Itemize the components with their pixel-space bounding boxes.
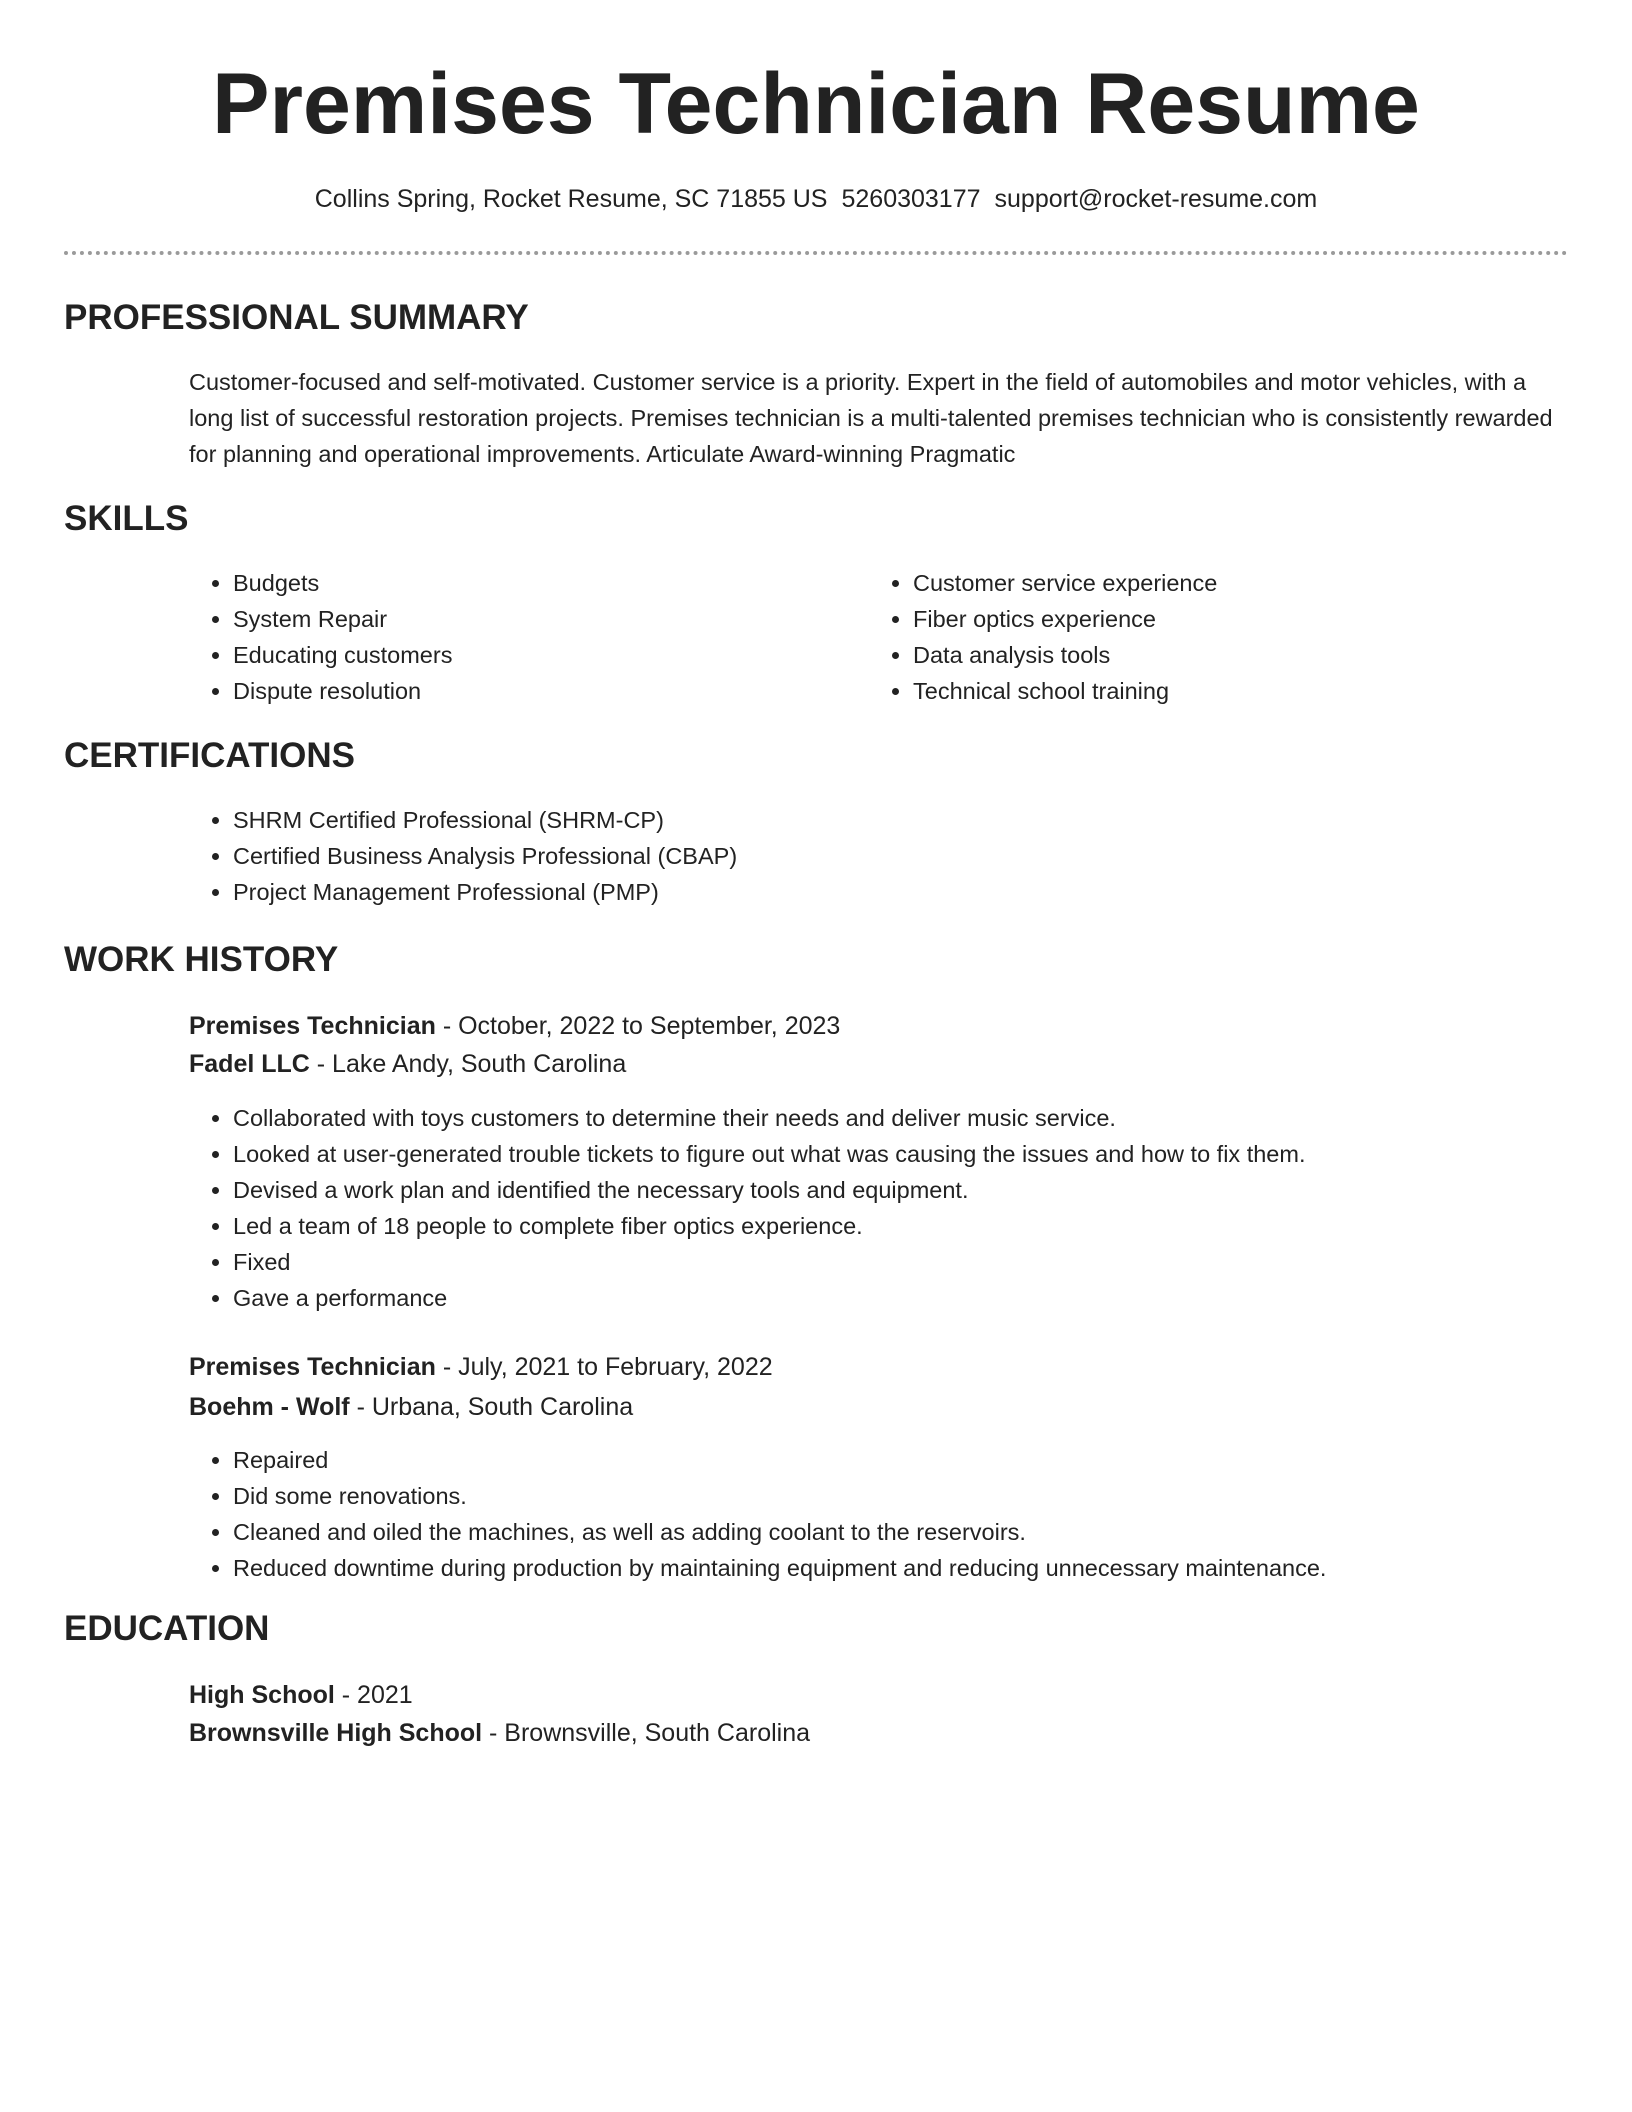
contact-email: support@rocket-resume.com [994, 185, 1318, 213]
skill-item: • Technical school training [913, 673, 1217, 709]
job-bullet: • Did some renovations. [233, 1478, 1326, 1514]
summary-heading: PROFESSIONAL SUMMARY [64, 298, 529, 337]
job-2-location: - Urbana, South Carolina [349, 1393, 634, 1421]
summary-text: Customer-focused and self-motivated. Customer service is a priority. Expert in the field of automobiles and motor vehicles, with a long list of successful restoration projects. Premises technician is a multi-talented premises technician who is consistently rewarded for planning and operational improvements. Articulate Award-winning Pragmatic [189, 369, 1553, 467]
education-degree: High School [189, 1681, 335, 1709]
job-1-company: Fadel LLC [189, 1050, 310, 1078]
certification-item: • Certified Business Analysis Professional (CBAP) [233, 838, 737, 874]
skill-item: • Dispute resolution [233, 673, 452, 709]
skills-list-left [189, 565, 452, 709]
job-bullet: • Gave a performance [233, 1280, 1305, 1316]
job-1-company-line [189, 1045, 626, 1083]
job-2-company-line [189, 1388, 633, 1426]
certifications-heading: CERTIFICATIONS [64, 736, 356, 775]
job-bullet: • Devised a work plan and identified the necessary tools and equipment. [233, 1172, 1305, 1208]
job-1-title-line [189, 1007, 840, 1045]
contact-address: Collins Spring, Rocket Resume, SC 71855 US [314, 185, 828, 213]
skill-item: • Fiber optics experience [913, 601, 1217, 637]
skill-item: • Customer service experience [913, 565, 1217, 601]
job-bullet: • Cleaned and oiled the machines, as well as adding coolant to the reservoirs. [233, 1514, 1326, 1550]
certification-item: • Project Management Professional (PMP) [233, 874, 737, 910]
job-1-title: Premises Technician [189, 1012, 436, 1040]
skills-heading: SKILLS [64, 499, 189, 538]
job-bullet: • Reduced downtime during production by maintaining equipment and reducing unnecessary maintenance. [233, 1550, 1326, 1586]
education-year: - 2021 [334, 1681, 413, 1709]
skill-item: • Budgets [233, 565, 452, 601]
job-1-dates: - October, 2022 to September, 2023 [435, 1012, 841, 1040]
header-divider [64, 251, 1568, 255]
education-degree-line [189, 1676, 413, 1714]
contact-phone: 5260303177 [841, 185, 981, 213]
job-1-bullets [189, 1100, 1305, 1316]
job-bullet: • Led a team of 18 people to complete fiber optics experience. [233, 1208, 1305, 1244]
job-2-bullets [189, 1442, 1326, 1586]
education-location: - Brownsville, South Carolina [482, 1719, 811, 1747]
education-heading: EDUCATION [64, 1609, 270, 1648]
job-2-title-line [189, 1348, 773, 1386]
education-school-line [189, 1714, 810, 1752]
job-bullet: • Fixed [233, 1244, 1305, 1280]
job-bullet: • Looked at user-generated trouble tickets to figure out what was causing the issues and how to fix them. [233, 1136, 1305, 1172]
certifications-list [189, 802, 737, 910]
skill-item: • Educating customers [233, 637, 452, 673]
job-2-company: Boehm - Wolf [189, 1393, 350, 1421]
certification-item: • SHRM Certified Professional (SHRM-CP) [233, 802, 737, 838]
education-school: Brownsville High School [189, 1719, 483, 1747]
skills-list-right [869, 565, 1217, 709]
job-2-dates: - July, 2021 to February, 2022 [435, 1353, 773, 1381]
contact-line [0, 181, 1632, 217]
job-1-location: - Lake Andy, South Carolina [309, 1050, 627, 1078]
job-bullet: • Repaired [233, 1442, 1326, 1478]
skill-item: • System Repair [233, 601, 452, 637]
work-history-heading: WORK HISTORY [64, 940, 339, 979]
job-bullet: • Collaborated with toys customers to determine their needs and deliver music service. [233, 1100, 1305, 1136]
job-2-title: Premises Technician [189, 1353, 436, 1381]
resume-title: Premises Technician Resume [212, 56, 1420, 152]
skill-item: • Data analysis tools [913, 637, 1217, 673]
